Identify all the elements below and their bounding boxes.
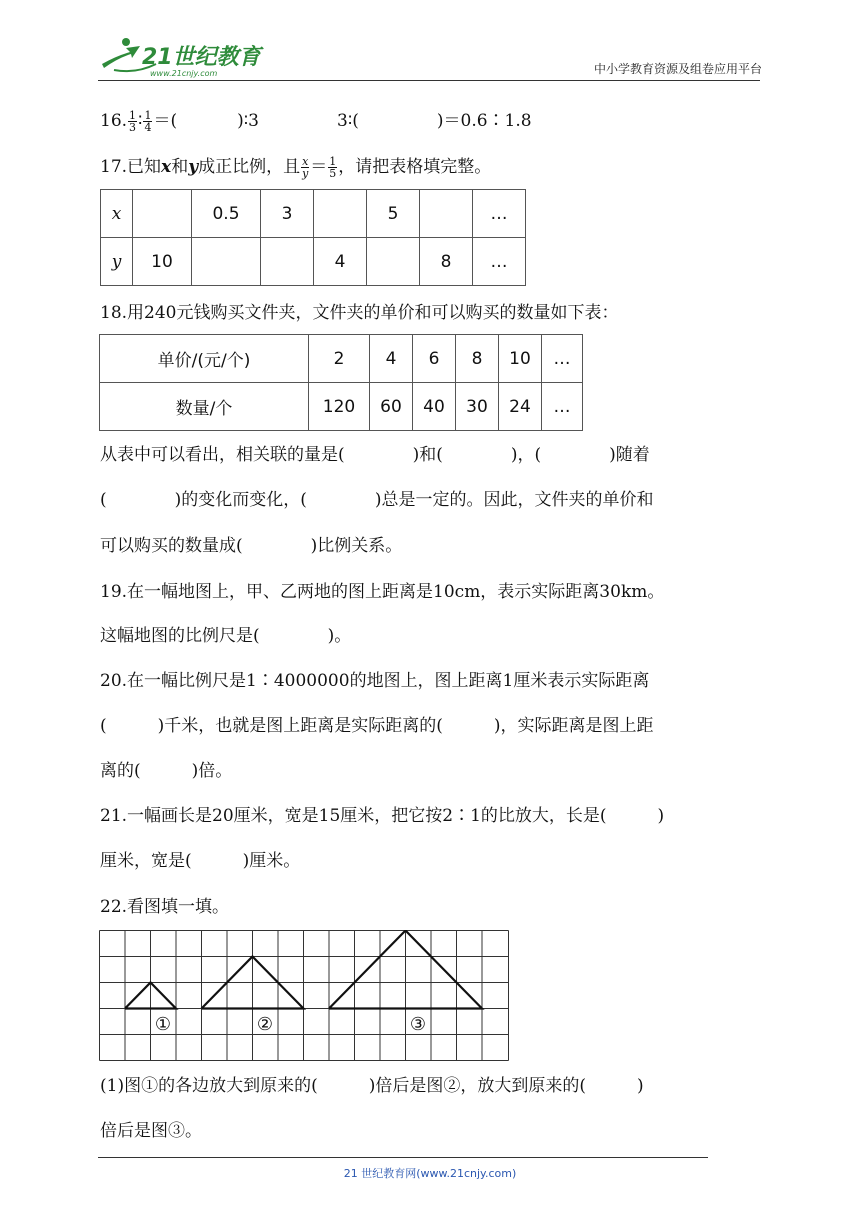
question-16: 16. $\frac{1}{3}$ ∶ $\frac{1}{4}$ ＝( )∶3 3∶( )＝0.6∶1.8 (100, 109, 532, 134)
table-cell: 单价/(元/个) (100, 335, 309, 383)
logo-text: 21世纪教育 (142, 45, 261, 70)
table-cell: 8 (456, 335, 499, 383)
table-row (100, 335, 583, 383)
question-17: 17.已知x和y成正比例，且 $\frac{x}{y}$ ＝ $\frac{1}{5}$ ，请把表格填完整。 (100, 155, 492, 180)
table-cell: 24 (499, 383, 542, 431)
table-cell: 30 (456, 383, 499, 431)
question-18-line3: ( )的变化而变化，( )总是一定的。因此，文件夹的单价和 (100, 490, 654, 510)
table-row (100, 383, 583, 431)
question-18-line2: 从表中可以看出，相关联的量是( )和( )，( )随着 (100, 445, 650, 465)
question-18-line4: 可以购买的数量成( )比例关系。 (100, 536, 403, 556)
table-cell[interactable] (314, 190, 367, 238)
logo-url: www.21cnjy.com (150, 69, 218, 78)
header-divider (98, 80, 760, 81)
table-cell: 6 (413, 335, 456, 383)
price-quantity-table (99, 334, 583, 431)
figure-label-2: ② (256, 1014, 274, 1035)
fraction-one-third: $\frac{1}{3}$ (129, 109, 137, 134)
fraction-x-over-y: $\frac{x}{y}$ (302, 155, 309, 180)
footer-divider (98, 1157, 708, 1158)
xy-table (100, 189, 526, 286)
table-cell: 40 (413, 383, 456, 431)
table-cell: 0.5 (192, 190, 261, 238)
question-19-line2: 这幅地图的比例尺是( )。 (100, 626, 352, 646)
table-cell: 5 (367, 190, 420, 238)
triangle-grid-figure (99, 930, 511, 1066)
figure-label-3: ③ (409, 1014, 427, 1035)
table-row (101, 238, 526, 286)
question-22-title: 22.看图填一填。 (100, 897, 230, 917)
table-cell: 4 (314, 238, 367, 286)
table-cell: 数量/个 (100, 383, 309, 431)
footer-text[interactable]: 21 世纪教育网(www.21cnjy.com) (343, 1167, 517, 1180)
question-22-sub1-line2: 倍后是图③。 (100, 1121, 202, 1141)
question-20-line3: 离的( )倍。 (100, 761, 233, 781)
question-18-line1: 18.用240元钱购买文件夹，文件夹的单价和可以购买的数量如下表： (100, 303, 619, 323)
question-21-line2: 厘米，宽是( )厘米。 (100, 851, 301, 871)
question-20-line1: 20.在一幅比例尺是1∶4000000的地图上，图上距离1厘米表示实际距离 (100, 671, 650, 691)
table-cell: 3 (261, 190, 314, 238)
table-cell: 2 (309, 335, 370, 383)
header-platform-text: 中小学教育资源及组卷应用平台 (593, 62, 762, 76)
fraction-one-fourth: $\frac{1}{4}$ (144, 109, 152, 134)
question-20-line2: ( )千米，也就是图上距离是实际距离的( )，实际距离是图上距 (100, 716, 654, 736)
table-row (101, 190, 526, 238)
table-cell: y (101, 238, 133, 286)
fraction-one-fifth: $\frac{1}{5}$ (329, 155, 337, 180)
site-logo (96, 34, 266, 80)
table-cell: 4 (370, 335, 413, 383)
table-cell: … (542, 335, 583, 383)
question-19-line1: 19.在一幅地图上，甲、乙两地的图上距离是10cm，表示实际距离30km。 (100, 582, 665, 602)
question-21-line1: 21.一幅画长是20厘米，宽是15厘米，把它按2∶1的比放大，长是( ) (100, 806, 665, 826)
table-cell: 60 (370, 383, 413, 431)
table-cell: … (542, 383, 583, 431)
table-cell: … (473, 238, 526, 286)
question-22-sub1-line1: (1)图①的各边放大到原来的( )倍后是图②，放大到原来的( ) (100, 1076, 644, 1096)
table-cell[interactable] (192, 238, 261, 286)
table-cell: 10 (133, 238, 192, 286)
table-cell: … (473, 190, 526, 238)
figure-label-1: ① (154, 1014, 172, 1035)
table-cell[interactable] (133, 190, 192, 238)
table-cell: x (101, 190, 133, 238)
table-cell: 120 (309, 383, 370, 431)
table-cell[interactable] (261, 238, 314, 286)
table-cell: 10 (499, 335, 542, 383)
table-cell[interactable] (367, 238, 420, 286)
table-cell[interactable] (420, 190, 473, 238)
table-cell: 8 (420, 238, 473, 286)
